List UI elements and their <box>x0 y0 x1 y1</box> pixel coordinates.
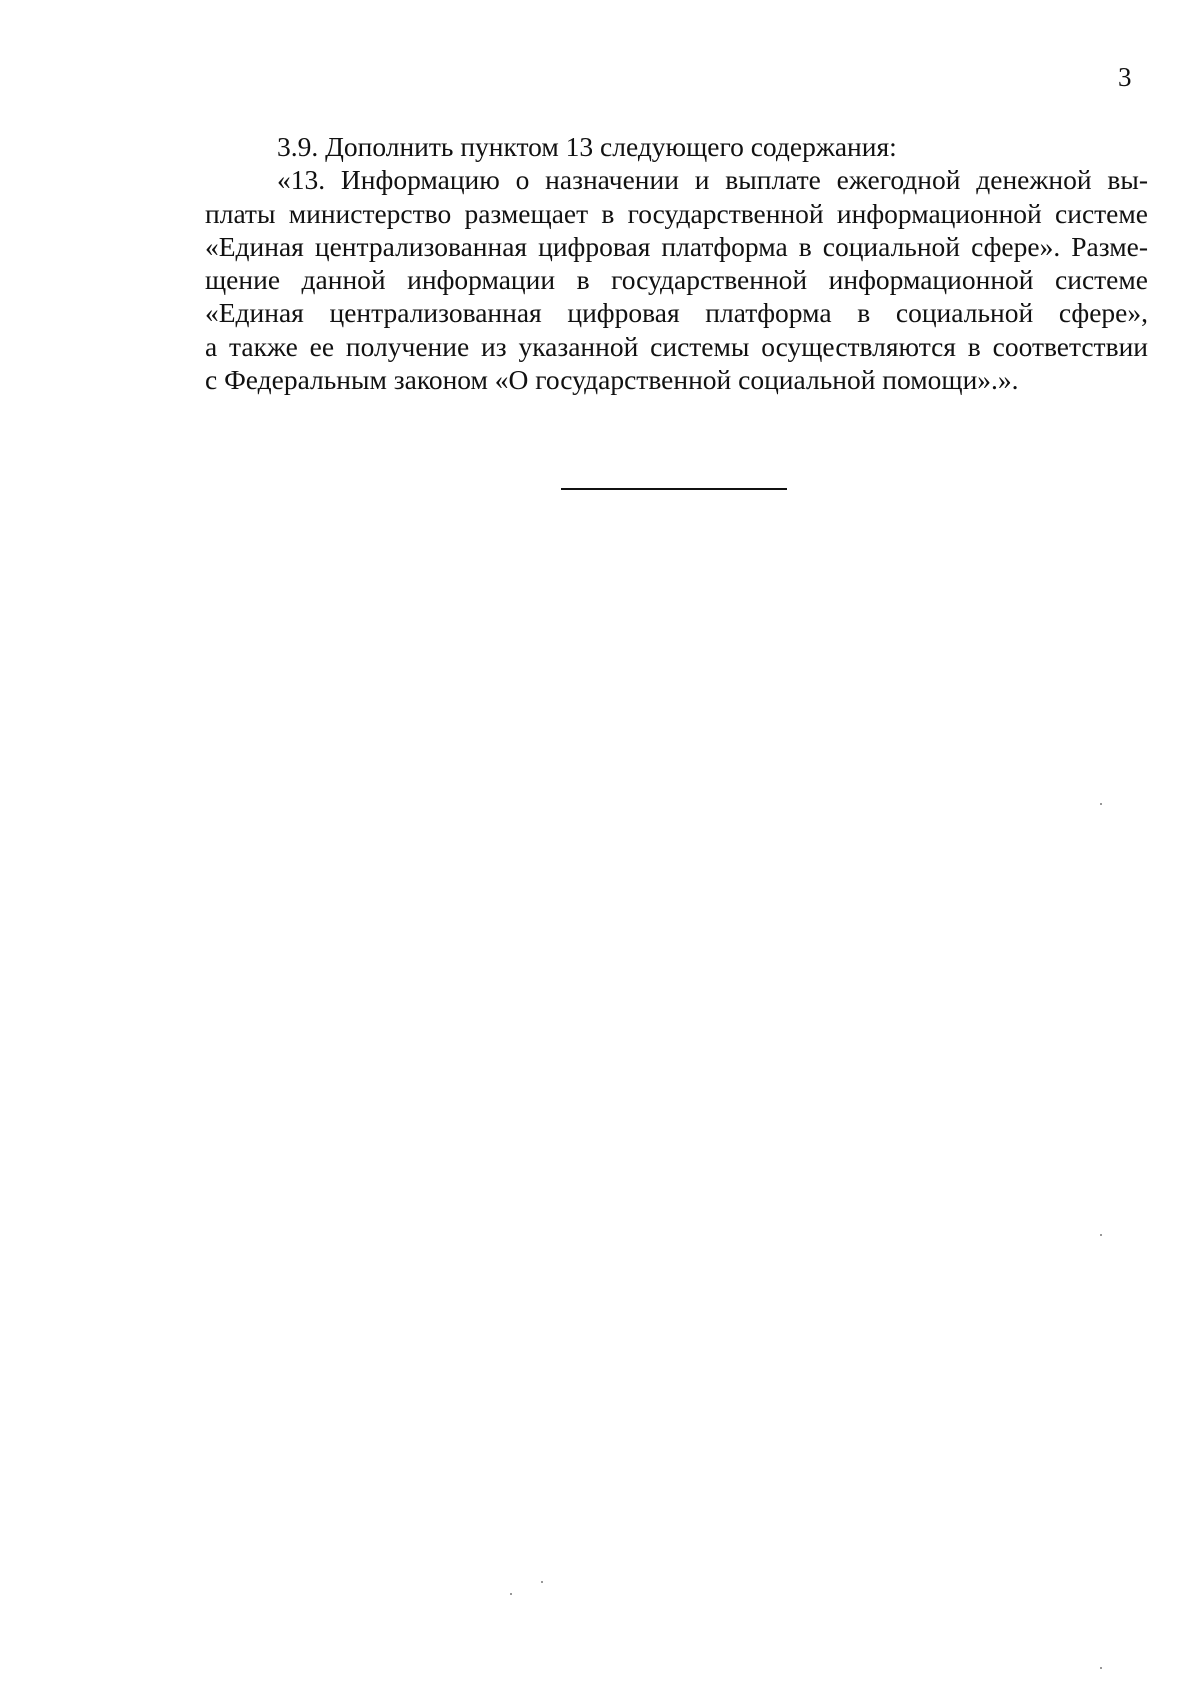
document-body <box>205 130 1148 396</box>
quote-line-3: «Единая централизованная цифровая платформа в социальной сфере». Разме- <box>205 230 1148 262</box>
scan-speck <box>541 1581 543 1583</box>
amendment-heading: 3.9. Дополнить пунктом 13 следующего содержания: <box>277 131 897 162</box>
scan-speck <box>1100 803 1102 805</box>
quote-line-1: «13. Информацию о назначении и выплате ежегодной денежной вы- <box>277 164 1148 196</box>
quote-line-4: щение данной информации в государственной информационной системе <box>205 264 1148 296</box>
scan-speck <box>1100 1234 1102 1236</box>
scan-speck <box>1100 1667 1102 1669</box>
quote-line-6: а также ее получение из указанной системы осуществляются в соответствии <box>205 330 1148 362</box>
quote-line-2: платы министерство размещает в государственной информационной системе <box>205 197 1148 229</box>
scan-speck <box>510 1593 512 1595</box>
end-separator-line <box>561 488 787 490</box>
quote-line-5: «Единая централизованная цифровая платформа в социальной сфере», <box>205 297 1148 329</box>
quote-line-7: с Федеральным законом «О государственной социальной помощи».». <box>205 364 1019 396</box>
page-number: 3 <box>1118 62 1132 92</box>
